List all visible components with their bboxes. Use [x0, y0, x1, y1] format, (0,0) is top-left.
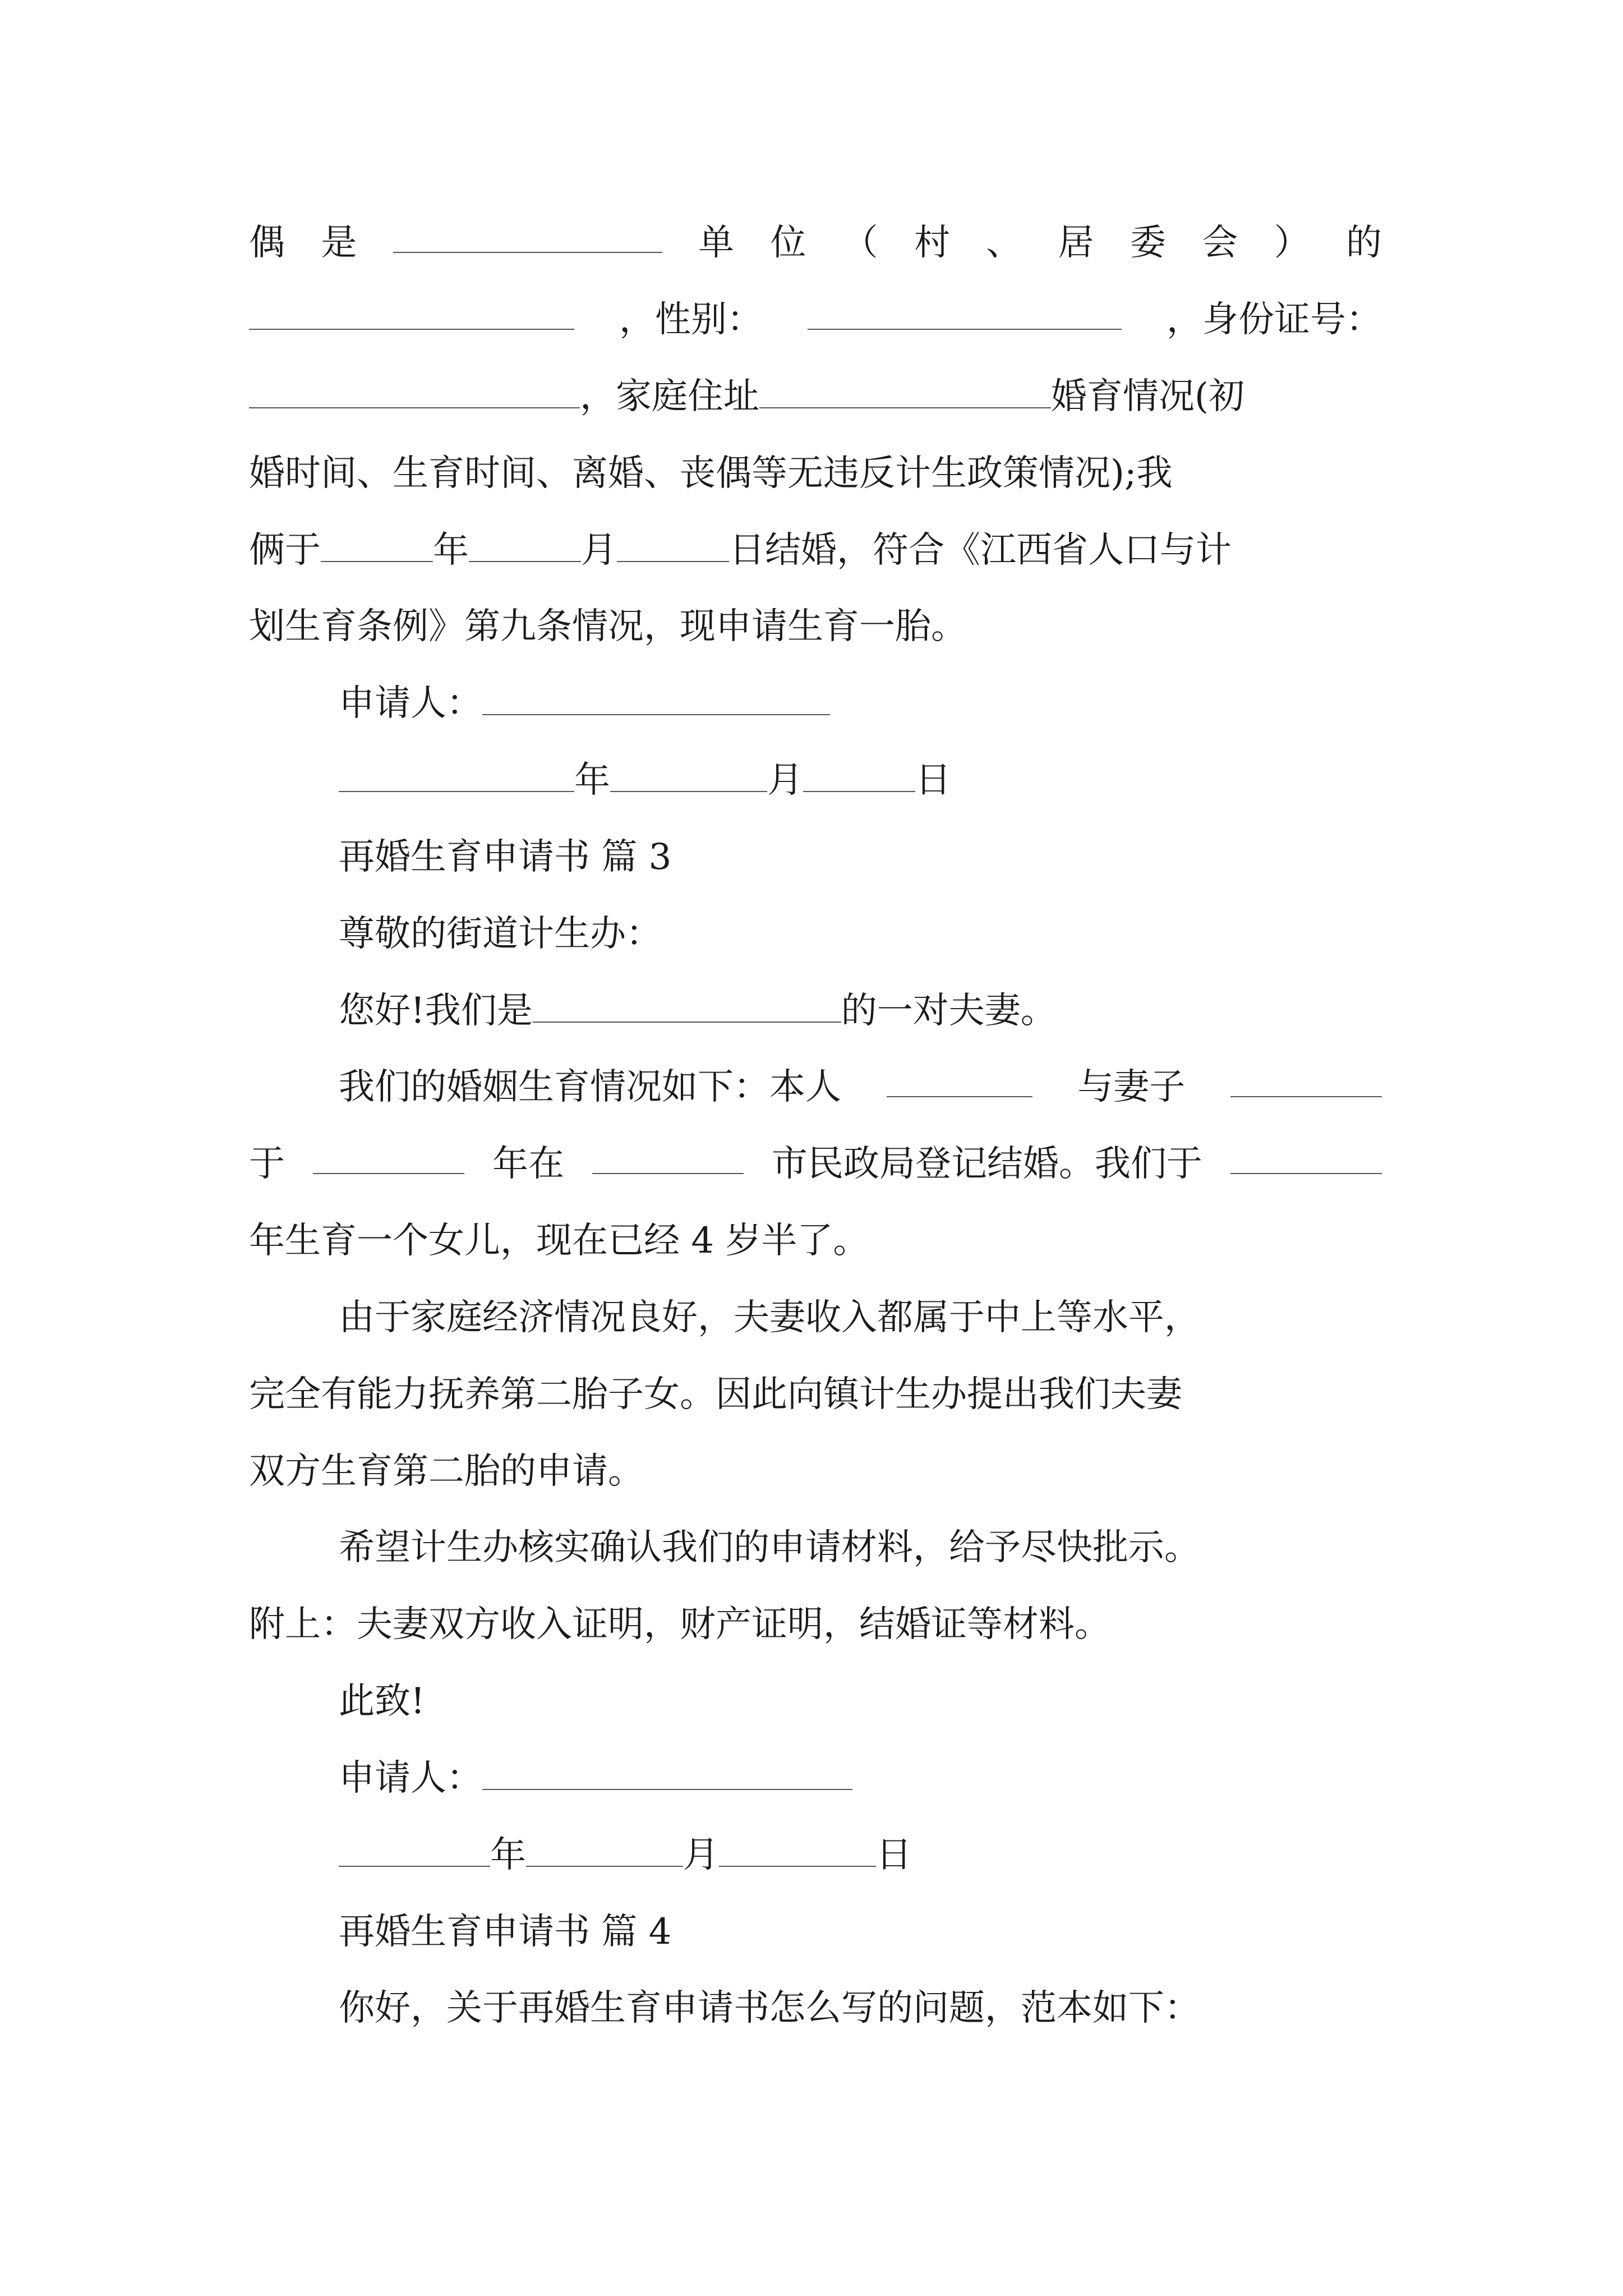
text: 市民政局登记结婚。我们于: [772, 1143, 1202, 1185]
text: 俩于: [249, 530, 321, 571]
applicant-line: [339, 1756, 1382, 1801]
paragraph-line: 完全有能力抚养第二胎子女。因此向镇计生办提出我们夫妻: [249, 1374, 1182, 1415]
blank-field: [1230, 1142, 1382, 1174]
blank-field: [339, 1834, 490, 1867]
paragraph-line: [339, 1065, 1382, 1110]
line-address: [249, 374, 1382, 419]
text: 于: [249, 1143, 285, 1185]
text: 的一对夫妻。: [841, 990, 1057, 1032]
blank-field: [482, 683, 830, 715]
paragraph-line: 双方生育第二胎的申请。: [249, 1451, 644, 1492]
text-line: 婚时间、生育时间、离婚、丧偶等无违反计生政策情况);我: [249, 453, 1173, 494]
text: 月: [581, 530, 617, 571]
char: （: [842, 222, 878, 264]
blank-field: [719, 1834, 876, 1867]
paragraph-line: 希望计生办核实确认我们的申请材料，给予尽快批示。: [339, 1527, 1200, 1568]
char: 位: [770, 222, 806, 264]
label-id-number: ，身份证号：: [1166, 299, 1382, 341]
text: 年: [574, 760, 610, 801]
text: 与妻子: [1077, 1066, 1186, 1108]
char: 偶: [249, 222, 285, 264]
text: 月: [683, 1834, 719, 1876]
line-gender-id: [249, 297, 1382, 342]
text: 年在: [492, 1143, 564, 1185]
blank-field: [803, 760, 915, 792]
blank-field: [339, 760, 574, 792]
line-marriage-date: [249, 528, 1382, 573]
char: 居: [1058, 222, 1094, 264]
blank-field: [482, 1757, 852, 1790]
blank-field: [321, 530, 433, 562]
blank-field: [393, 220, 662, 253]
label-address: ，家庭住址: [580, 376, 759, 417]
closing: 此致!: [339, 1681, 425, 1722]
blank-field: [533, 990, 841, 1023]
greeting-line: [339, 988, 1382, 1033]
char: 村: [914, 222, 950, 264]
applicant-line: [339, 681, 1382, 726]
char: 会: [1202, 222, 1238, 264]
date-line: [339, 758, 1382, 803]
date-line: [339, 1833, 1382, 1878]
char: 单: [698, 222, 734, 264]
blank-field: [610, 760, 767, 792]
paragraph-line: 你好，关于再婚生育申请书怎么写的问题，范本如下：: [339, 1987, 1200, 2029]
line-spouse-unit: [249, 220, 1382, 265]
label-applicant: 申请人：: [339, 683, 482, 724]
text: 日: [876, 1834, 912, 1876]
text: 日: [915, 760, 951, 801]
text: 日结婚，符合《江西省人口与计: [729, 530, 1232, 571]
salutation: 尊敬的街道计生办：: [339, 913, 662, 955]
blank-field: [592, 1142, 744, 1174]
paragraph-line: [249, 1142, 1382, 1186]
blank-field: [313, 1142, 464, 1174]
blank-field: [1230, 1065, 1382, 1097]
blank-field: [808, 297, 1122, 330]
blank-field: [249, 376, 580, 408]
text-line: 划生育条例》第九条情况，现申请生育一胎。: [249, 606, 967, 647]
char: ）: [1274, 222, 1310, 264]
blank-field: [249, 297, 574, 330]
blank-field: [526, 1834, 683, 1867]
text: 年: [433, 530, 469, 571]
paragraph-line: 附上：夫妻双方收入证明，财产证明，结婚证等材料。: [249, 1604, 1110, 1645]
label-applicant: 申请人：: [339, 1757, 482, 1799]
text: 月: [767, 760, 803, 801]
text: 我们的婚姻生育情况如下：本人: [339, 1066, 841, 1108]
paragraph-line: 由于家庭经济情况良好，夫妻收入都属于中上等水平，: [339, 1297, 1200, 1338]
char: 、: [986, 222, 1022, 264]
blank-field: [617, 530, 729, 562]
section-title: 再婚生育申请书 篇 4: [339, 1911, 672, 1953]
paragraph-line: 年生育一个女儿，现在已经 4 岁半了。: [249, 1220, 869, 1262]
blank-field: [469, 530, 581, 562]
label-gender: ，性别：: [619, 299, 763, 341]
text: 您好!我们是: [339, 990, 533, 1032]
text: 年: [490, 1834, 526, 1876]
section-title: 再婚生育申请书 篇 3: [339, 836, 672, 878]
label-marital-status: 婚育情况(初: [1051, 376, 1244, 417]
blank-field: [887, 1065, 1032, 1097]
blank-field: [759, 376, 1051, 408]
char: 的: [1345, 222, 1382, 264]
char: 是: [321, 222, 357, 264]
char: 委: [1129, 222, 1166, 264]
